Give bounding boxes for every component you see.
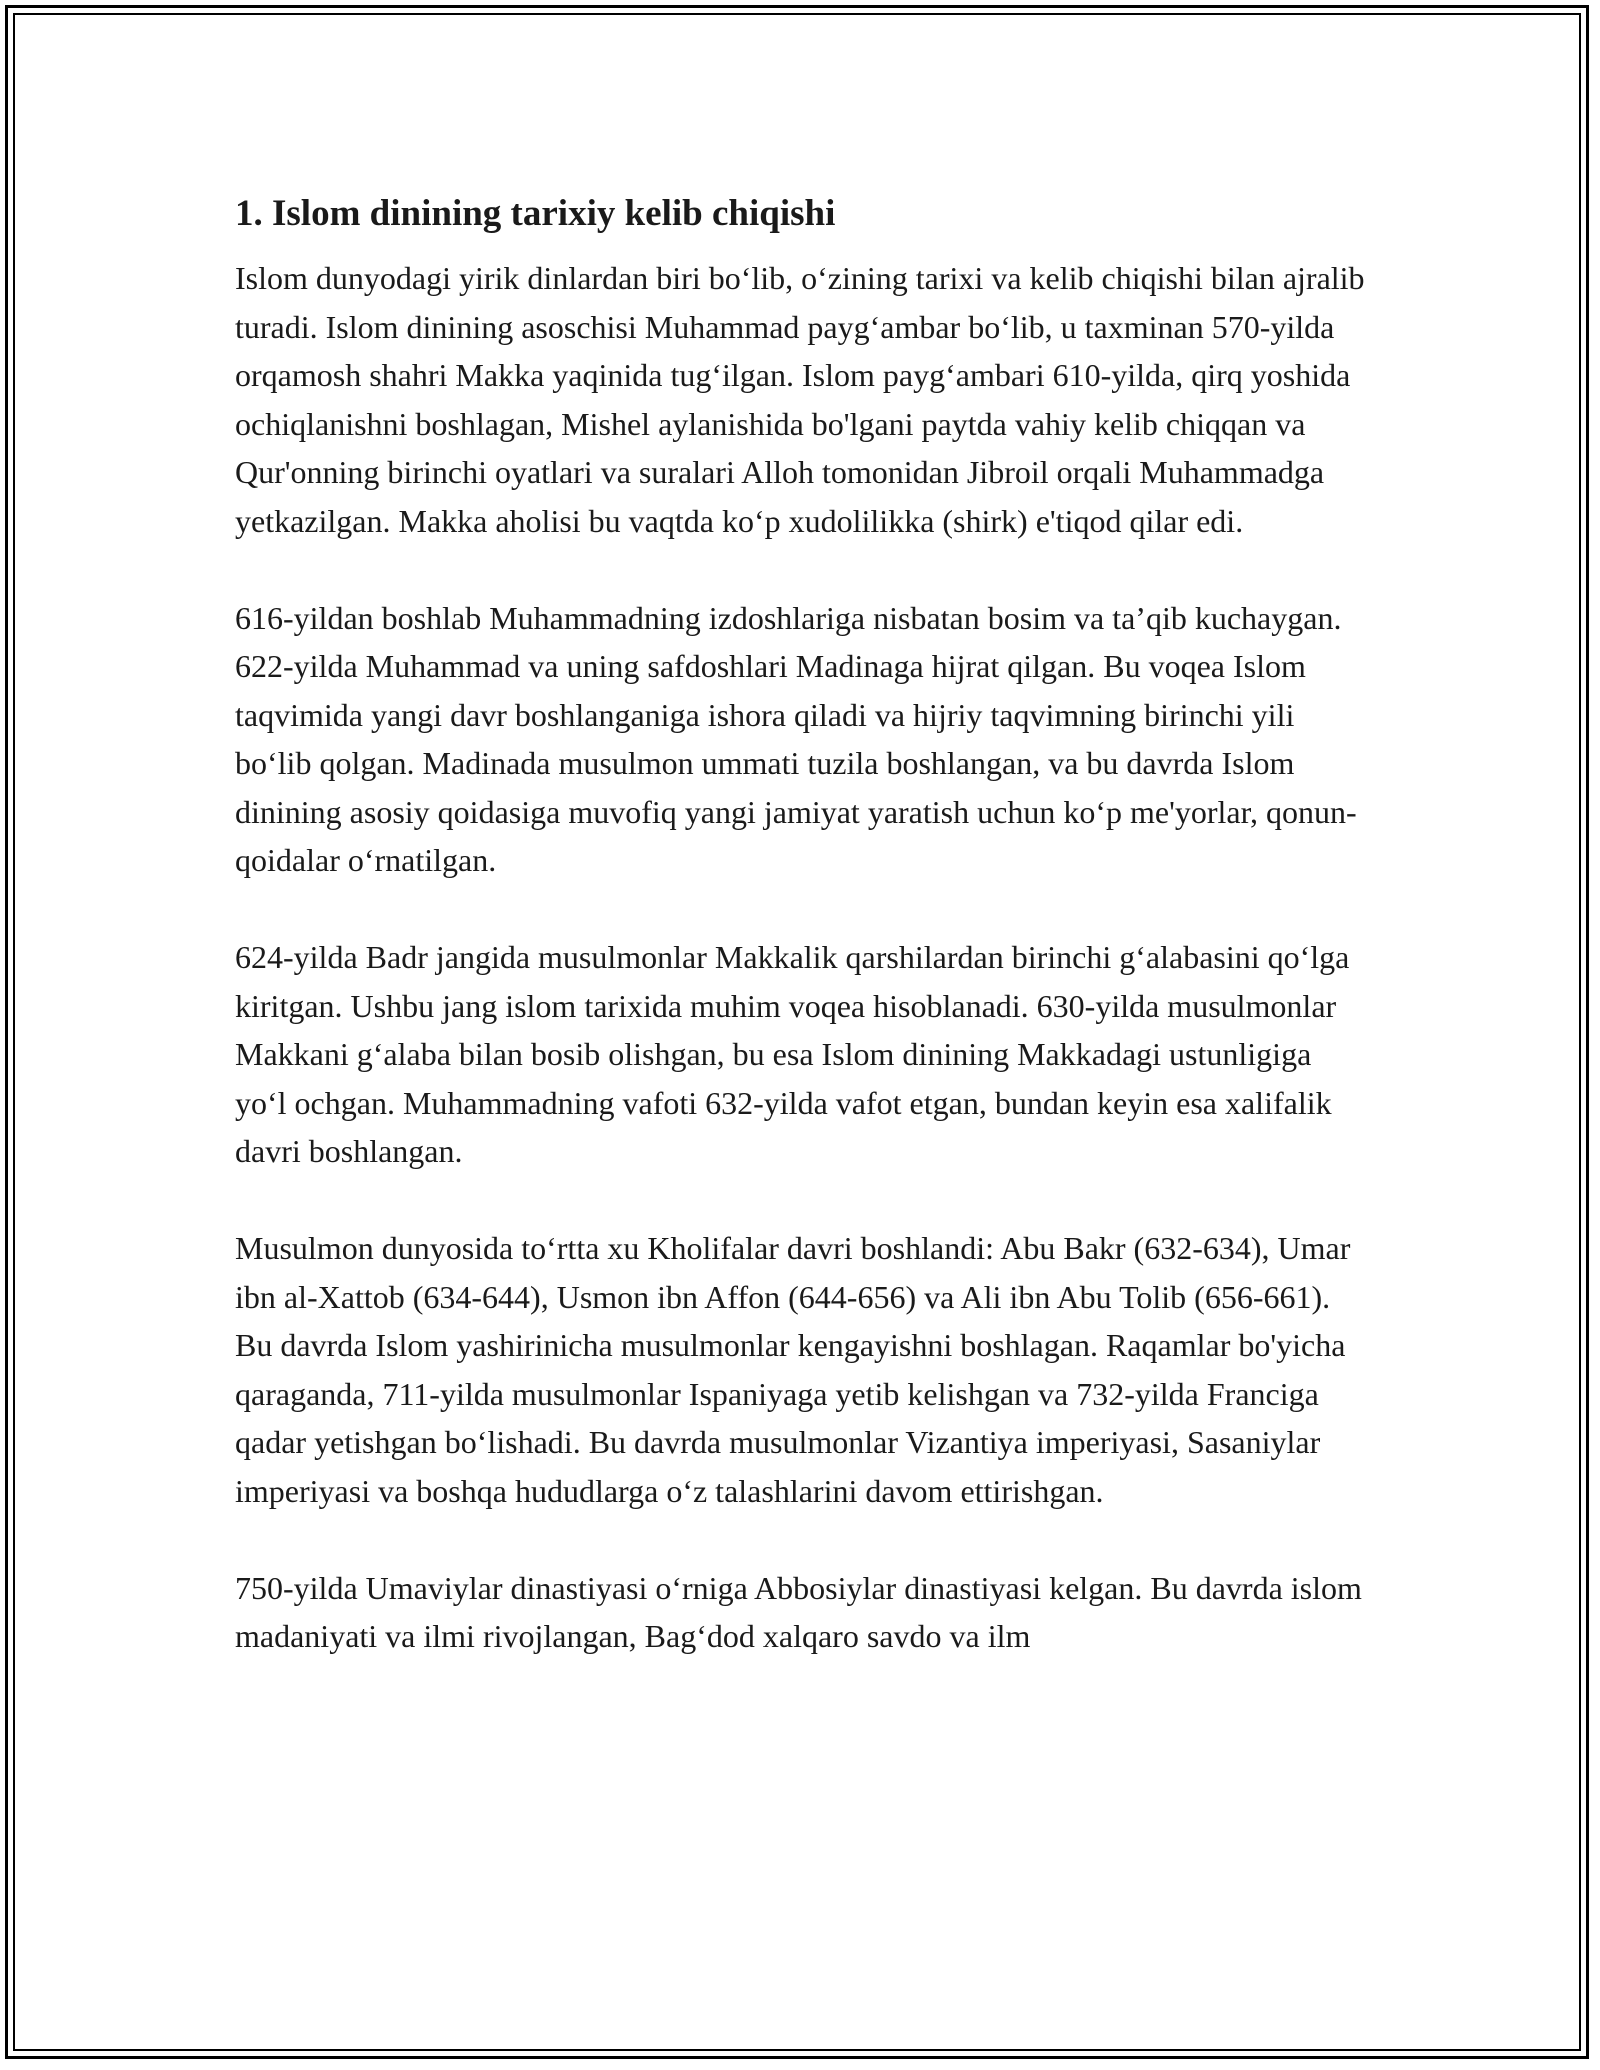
paragraph-3: 624-yilda Badr jangida musulmonlar Makkalik qarshilardan birinchi g‘alabasini qo‘lga kiritgan. Ushbu jang islom tarixida muhim voqea hisoblanadi. 630-yilda musulmonlar Makkani g‘alaba bilan bosib olishgan, bu esa Islom dinining Makkadagi ustunligiga yo‘l ochgan. Muhammadning vafoti 632-yilda vafot etgan, bundan keyin esa xalifalik davri boshlangan. bbox=[235, 939, 1350, 1169]
paragraph-2: 616-yildan boshlab Muhammadning izdoshlariga nisbatan bosim va ta’qib kuchaygan. 622-yilda Muhammad va uning safdoshlari Madinaga hijrat qilgan. Bu voqea Islom taqvimida yangi davr boshlanganiga ishora qiladi va hijriy taqvimning birinchi yili bo‘lib qolgan. Madinada musulmon ummati tuzila boshlangan, va bu davrda Islom dinining asosiy qoidasiga muvofiq yangi jamiyat yaratish uchun ko‘p me'yorlar, qonun-qoidalar o‘rnatilgan. bbox=[235, 599, 1357, 878]
section-heading: 1. Islom dinining tarixiy kelib chiqishi bbox=[235, 193, 836, 234]
paragraph-1: Islom dunyodagi yirik dinlardan biri bo‘lib, o‘zining tarixi va kelib chiqishi bilan ajralib turadi. Islom dinining asoschisi Muhammad payg‘ambar bo‘lib, u taxminan 570-yilda orqamosh shahri Makka yaqinida tug‘ilgan. Islom payg‘ambari 610-yilda, qirq yoshida ochiqlanishni boshlagan, Mishel aylanishida bo'lgani paytda vahiy kelib chiqqan va Qur'onning birinchi oyatlari va suralari Alloh tomonidan Jibroil orqali Muhammadga yetkazilgan. Makka aholisi bu vaqtda ko‘p xudolilikka (shirk) e'tiqod qilar edi. bbox=[235, 260, 1365, 539]
paragraph-4: Musulmon dunyosida to‘rtta xu Kholifalar davri boshlandi: Abu Bakr (632-634), Umar ibn al-Xattob (634-644), Usmon ibn Affon (644-656) va Ali ibn Abu Tolib (656-661). Bu davrda Islom yashirinicha musulmonlar kengayishni boshlagan. Raqamlar bo'yicha qaraganda, 711-yilda musulmonlar Ispaniyaga yetib kelishgan va 732-yilda Franciga qadar yetishgan bo‘lishadi. Bu davrda musulmonlar Vizantiya imperiyasi, Sasaniylar imperiyasi va boshqa hududlarga o‘z talashlarini davom ettirishgan. bbox=[235, 1230, 1351, 1509]
paragraph-5: 750-yilda Umaviylar dinastiyasi o‘rniga Abbosiylar dinastiyasi kelgan. Bu davrda islom madaniyati va ilmi rivojlangan, Bag‘dod xalqaro savdo va ilm bbox=[235, 1569, 1362, 1654]
document-body bbox=[235, 186, 1370, 1709]
